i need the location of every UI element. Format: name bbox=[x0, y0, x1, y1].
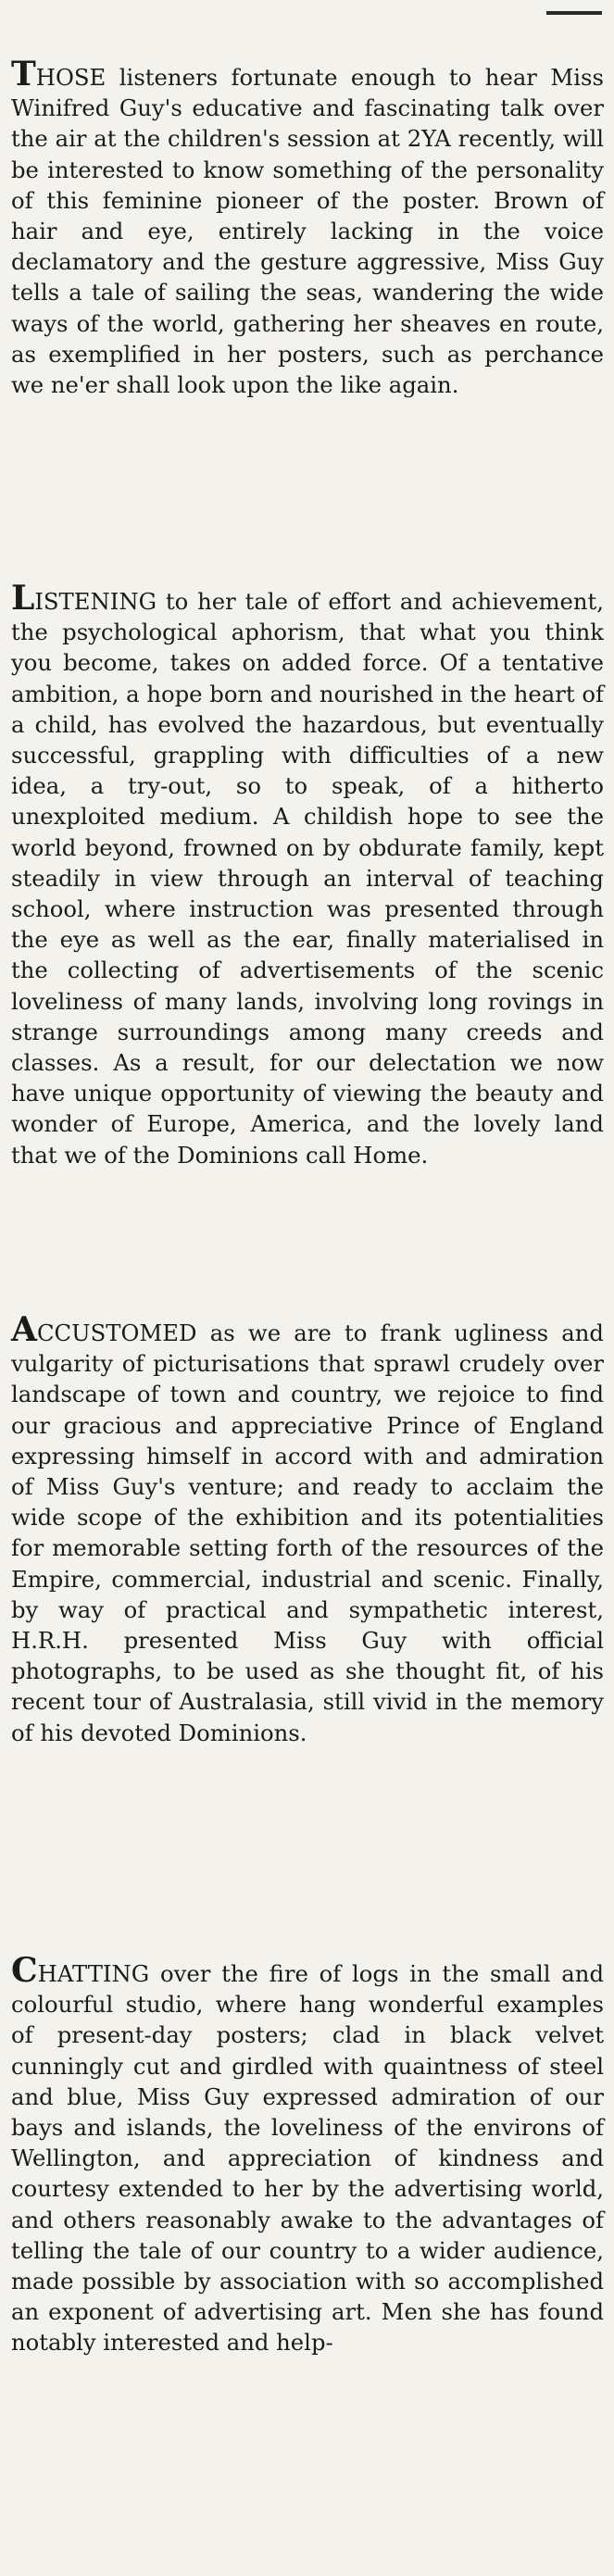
paragraph-3 bbox=[11, 1310, 604, 1748]
lead-word-3: CCUSTOMED bbox=[36, 1319, 197, 1346]
paragraph-4-text: over the fire of logs in the small and colourful studio, where hang wonderful examples of present-day posters; clad in black velvet cunningly cut and girdled with quaintness of steel and blue, Miss Guy expressed admiration of our bays and islands, the loveliness of the environs of Wellington, and appreciation of kindness and courtesy extended to her by the advertising world, and others reasonably awake to the advantages of telling the tale of our country to a wider audience, made possible by association with so accomplished an exponent of advertising art. Men she has found notably interested and help- bbox=[11, 1960, 604, 2357]
dropcap-2: L bbox=[11, 579, 35, 618]
dropcap-1: T bbox=[11, 55, 36, 94]
paragraph-2 bbox=[11, 579, 604, 1170]
paragraph-1 bbox=[11, 55, 604, 400]
paragraph-2-text: to her tale of effort and achievement, the psychological aphorism, that what you think you become, takes on added force. Of a tentative ambition, a hope born and nourished in the heart of a child, has evolved the hazardous, but eventually successful, grappling with difficulties of a new idea, a try-out, so to speak, of a hitherto unexploited medium. A childish hope to see the world beyond, frowned on by obdurate family, kept steadily in view through an interval of teaching school, where instruction was presented through the eye as well as the ear, finally materialised in the collecting of advertisements of the scenic loveliness of many lands, involving long rovings in strange surroundings among many creeds and classes. As a result, for our delectation we now have unique opportunity of viewing the beauty and wonder of Europe, America, and the lovely land that we of the Dominions call Home. bbox=[11, 588, 604, 1169]
lead-word-2: ISTENING bbox=[34, 588, 157, 615]
top-rule bbox=[546, 11, 602, 15]
paragraph-1-text: listeners fortunate enough to hear Miss Winifred Guy's educative and fascinating talk over the air at the children's session at 2YA recently, will be interested to know something of the personality of this feminine pioneer of the poster. Brown of hair and eye, entirely lacking in the voice declamatory and the gesture aggressive, Miss Guy tells a tale of sailing the seas, wandering the wide ways of the world, gathering her sheaves en route, as exemplified in her posters, such as perchance we ne'er shall look upon the like again. bbox=[11, 64, 604, 399]
lead-word-1: HOSE bbox=[35, 64, 107, 91]
lead-word-4: HATTING bbox=[37, 1960, 150, 1987]
paragraph-4 bbox=[11, 1951, 604, 2358]
dropcap-3: A bbox=[11, 1310, 37, 1349]
article-column bbox=[11, 55, 604, 2357]
dropcap-4: C bbox=[11, 1951, 38, 1990]
paragraph-3-text: as we are to frank ugliness and vulgarity of picturisations that sprawl crudely over landscape of town and country, we rejoice to find our gracious and appreciative Prince of England expressing himself in accord with and admiration of Miss Guy's venture; and ready to acclaim the wide scope of the exhibition and its potentialities for memorable setting forth of the resources of the Empire, commercial, industrial and scenic. Finally, by way of practical and sympathetic interest, H.R.H. presented Miss Guy with official photographs, to be used as she thought fit, of his recent tour of Australasia, still vivid in the memory of his devoted Dominions. bbox=[11, 1319, 604, 1746]
